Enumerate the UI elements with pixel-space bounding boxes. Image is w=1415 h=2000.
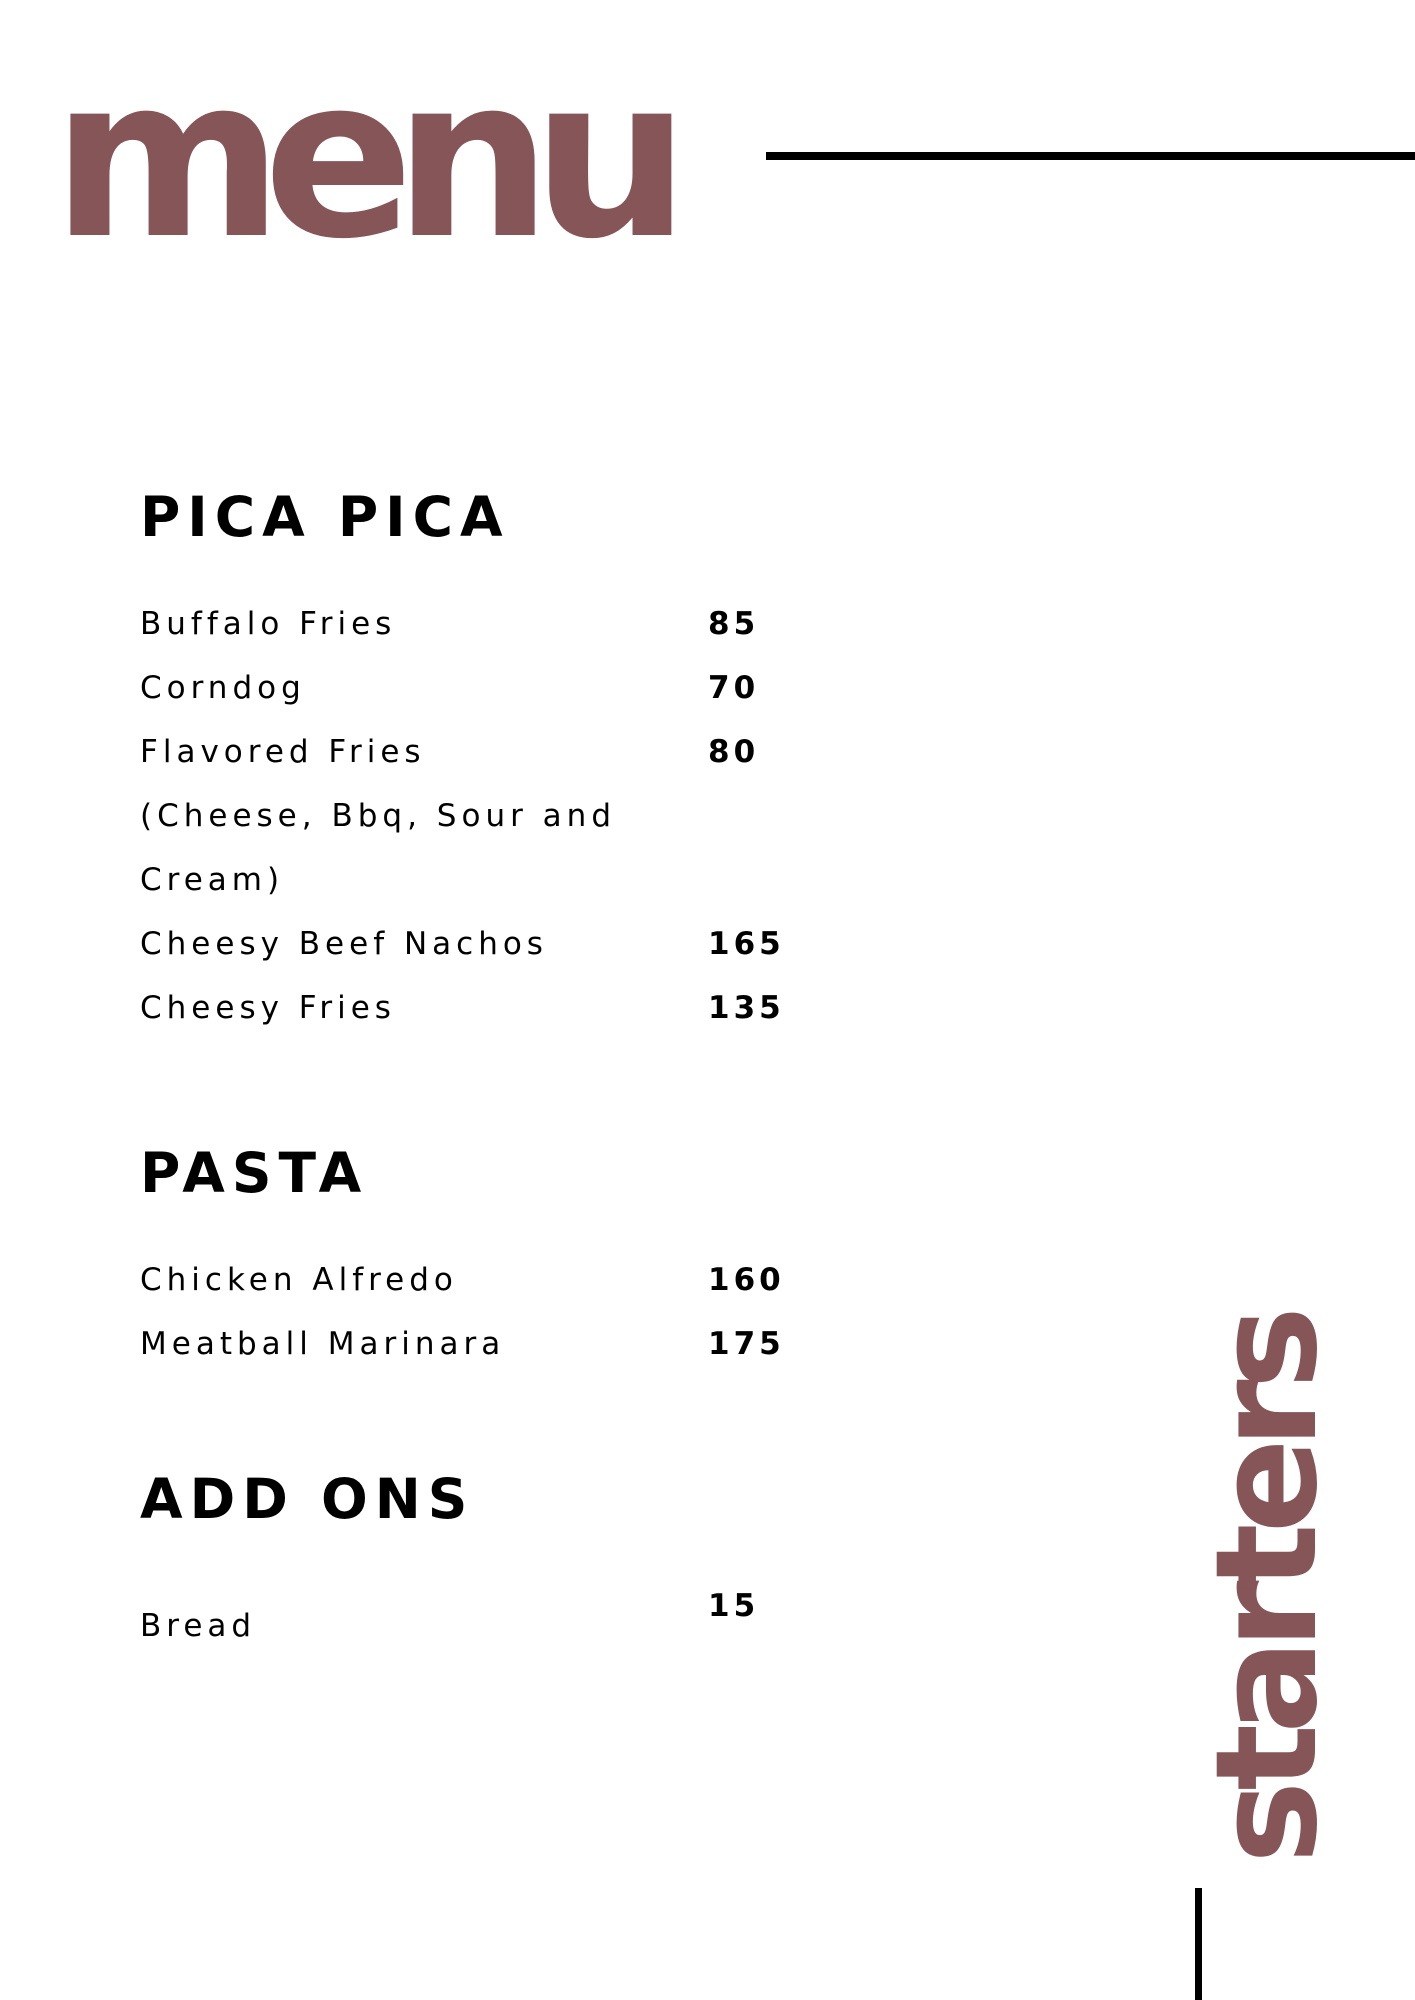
section-pasta: [140, 1141, 785, 1376]
section-add-ons: [140, 1467, 780, 1644]
item-name: Buffalo Fries: [140, 606, 397, 642]
item-price: 175: [708, 1326, 785, 1362]
title-rule: [766, 152, 1415, 160]
item-name: Flavored Fries: [140, 734, 426, 770]
menu-title: menu: [52, 30, 670, 288]
menu-item: [140, 848, 780, 912]
item-price: 160: [708, 1262, 785, 1298]
menu-item: [140, 784, 780, 848]
item-price: 135: [708, 990, 785, 1026]
item-price: 80: [708, 734, 760, 770]
item-price: 165: [708, 926, 785, 962]
menu-item: [140, 656, 780, 720]
item-name: Cream): [140, 862, 285, 898]
item-name: Bread: [140, 1608, 257, 1644]
item-name: Chicken Alfredo: [140, 1262, 458, 1298]
item-price: 15: [708, 1588, 760, 1624]
item-name: (Cheese, Bbq, Sour and: [140, 798, 617, 834]
item-name: Meatball Marinara: [140, 1326, 506, 1362]
item-name: Corndog: [140, 670, 306, 706]
menu-item: [140, 976, 785, 1040]
menu-item: [140, 1248, 785, 1312]
section-title: PICA PICA: [140, 485, 510, 549]
starters-rule: [1195, 1888, 1202, 2000]
menu-item: [140, 1574, 780, 1644]
item-name: Cheesy Beef Nachos: [140, 926, 548, 962]
item-name: Cheesy Fries: [140, 990, 396, 1026]
section-title: ADD ONS: [140, 1467, 475, 1531]
item-price: 70: [708, 670, 760, 706]
item-price: 85: [708, 606, 760, 642]
starters-label: starters: [1186, 1315, 1349, 1865]
menu-item: [140, 592, 780, 656]
section-title: PASTA: [140, 1141, 369, 1205]
section-pica-pica: [140, 485, 785, 1040]
menu-item: [140, 912, 785, 976]
menu-item: [140, 1312, 785, 1376]
menu-item: [140, 720, 780, 784]
